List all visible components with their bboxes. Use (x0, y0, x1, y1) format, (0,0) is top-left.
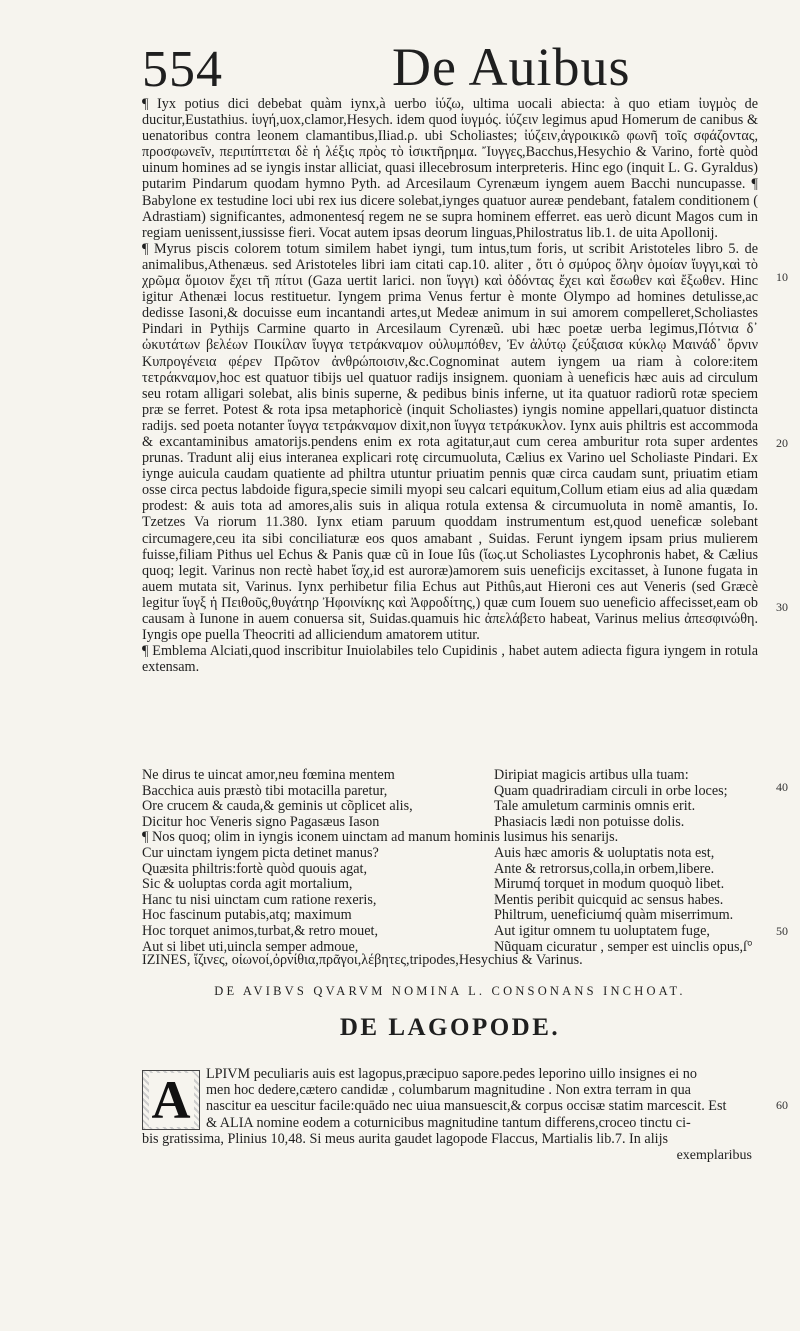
verse-row (142, 815, 758, 831)
verse-row (142, 784, 758, 800)
paragraph-myrus: ¶ Myrus piscis colorem totum similem habet iyngi, tum intus,tum foris, ut scribit Aristoteles libro 5. de animalibus,Athenæus. sed Aristoteles libri iam citati cap.10. aliter , ὅτι ὁ σμύρος ὅλην ὁμοίαν ἴυγγι,καὶ τὸ χρῶμα ὅμοιον ἔχει τῆ πίτυι (Gaza uertit larici. non ἴυγγι) καὶ ὀδόντας ἔχει καὶ ἔσωθεν καὶ ἔξωθεν. Hinc igitur Athenæi locus restituetur. Iyngem prima Venus fertur è monte Olympo ad homines detulisse,ac dedisse Iasoni,& docuisse eum incantandi artes,ut Medeæ animum in sui amorem compelleret,Scholiastes Pindari in Pythijs Carmine quarto in Arcesilaum Cyrenæũ. ubi hæc poetæ uerba legimus,Πότνια δ᾽ ὠκυτάτων βελέων Ποικίλαν ἴυγγα τετράκναμον οὐλυμπόθεν, Ἐν ἀλύτῳ ζεύξαισα κύκλῳ Μαινάδ᾽ ὄρνιν Κυπρογένεια φέρεν Πρῶτον ἀνθρώποισιν,&c.Cognominat autem iyngem ua riam à colore:item τετράκναμον,hoc est quatuor tibijs uel quatuor radijs insignem. quoniam à ueneficis hæc auis ad circulum seu rotam alligari solebat, alis binis superne, & pedibus binis inferne, ut ita quatuor radiorũ rotæ speciem præ se ferret. Potest & rota ipsa metaphoricè (inquit Scholiastes) iyngis nomine appellari,quatuor distincta radijs. sed poeta notanter ἴυγγα τετράκναμον dixit,non ἴυγγα τετράκυκλον. Iynx auis philtris est accommoda & excantaminibus amatorijs.pendens enim ex rota agitatur,aut cum cerea amburitur rota super ardentes prunas. Tradunt alij eius interanea explicari rotę circumuoluta, Cælius ex Varino uel Scholiaste Pindari. Ex iynge auicula caudam quatiente ad philtra utuntur priuatim pennis quæ circa caudam sunt, priuatim etiam osse circa pectus labdoide figura,specie simili myopi seu calcari equitum,Collum etiam eius ad alia quædam prodest: & auis tota ad amores,alis suis in aliqua rotula extensa & circumuoluta in nomẽ amantis, Io. Tzetzes Va riorum 11.380. Iynx etiam paruum quoddam instrumentum est,quod ueneficæ solebant circumagere,ceu ita sibi conciliaturæ eos quos amabant , Suidas. Ferunt iyngem ipsam prius mulierem fuisse,filiam Pithus uel Echus & Panis quæ cũ in Ioue Iûs (ἴως.ut Scholiastes Lycophronis habet, & Cælius quoq; legit. Varinus non rectè habet ἴσχ,id est auroræ)amorem suis ueneficijs excitasset, à Iunone fugata in auem mutata sit, Varinus. Iynx perhibetur filia Echus aut Pithûs,aut Hieroni ces aut Veneris (sed Græcè legitur ἴυγξ ἡ Πειθοῦς,θυγάτηρ Ἠφοινίκης καὶ Ἀφροδίτης,) quæ cum Iouem suo ueneficio affecisset,eam ob causam à Iunone in auem conuersa sit, Suidas.quamuis hic ἀπελάβετο habeat, Varinus melius ἀπεσφινώθη. Iyngis ope puella Theocriti ad alliciendum amatorem utitur. (142, 240, 758, 644)
verse-right: Mirumq́ torquet in modum quoquò libet. (494, 876, 725, 893)
verse-left: Quæsita philtris:fortè quòd quouis agat, (142, 860, 368, 877)
text-line: men hoc dedere,cætero candidæ , columbarum magnitudine . Non extra terram in qua (206, 1082, 691, 1099)
verse-right: Aut igitur omnem tu uoluptatem fuge, (494, 922, 710, 939)
verse-intro: ¶ Nos quoq; olim in iyngis iconem uinctam ad manum hominis lusimus his senarijs. (142, 829, 619, 846)
verse-right: Auis hæc amoris & uoluptatis nota est, (494, 844, 715, 861)
text-line: & ALIA nomine eodem a coturnicibus magnitudine tantum differens,croceo tinctu ci- (206, 1114, 691, 1131)
verse-right: Mentis peribit quicquid ac sensus habes. (494, 891, 724, 908)
verse-right: Quam quadriradiam circuli in orbe loces; (494, 782, 728, 799)
lagopus-text (142, 1066, 758, 1147)
verse-row (142, 924, 758, 940)
izines-entry: IZINES, ἴζινες, οἰωνοί,ὀρνίθια,πρᾶγοι,λέβητες,tripodes,Hesychius & Varinus. (142, 952, 583, 968)
margin-line-number: 30 (776, 600, 788, 614)
section-heading: DE AVIBVS QVARVM NOMINA L. CONSONANS INCHOAT. (214, 984, 686, 998)
verse-left: Bacchica auis præstò tibi motacilla paretur, (142, 782, 388, 799)
verse-right: Diripiat magicis artibus ulla tuam: (494, 767, 689, 783)
verse-right: Nũquam cicuratur , semper est uinclis opus,ſ° (494, 938, 753, 955)
margin-line-number: 20 (776, 436, 788, 450)
verse-left: Hoc torquet animos,turbat,& retro mouet, (142, 922, 379, 939)
verse-left: Dicitur hoc Veneris signo Pagasæus Iason (142, 813, 380, 830)
text-line: bis gratissima, Plinius 10,48. Si meus aurita gaudet lagopode Flaccus, Martialis lib.7. In alijs (142, 1130, 669, 1147)
margin-line-number: 60 (776, 1098, 788, 1112)
initial-letter: A (149, 1073, 194, 1127)
text-line: LPIVM peculiaris auis est lagopus,præcipuo sapore.pedes leporino uillo insignes ei no (206, 1066, 697, 1082)
margin-line-number: 50 (776, 924, 788, 938)
verse-left: Hanc tu nisi uinctam cum ratione rexeris, (142, 891, 377, 908)
verse-left: Sic & uoluptas corda agit mortalium, (142, 876, 353, 893)
verse-right: Ante & retrorsus,colla,in orbem,libere. (494, 860, 715, 877)
catchword: exemplaribus (676, 1148, 752, 1163)
verse-row (142, 893, 758, 909)
main-text (142, 96, 758, 675)
verse-right: Phasiacis lædi non potuisse dolis. (494, 813, 685, 830)
verse-left: Aut si libet uti,uincla semper admoue, (142, 938, 359, 955)
verse-row (142, 799, 758, 815)
verse-alciati (142, 768, 758, 955)
page-header (0, 37, 800, 100)
chapter-title: DE LAGOPODE. (339, 1014, 561, 1041)
running-head: De Auibus (392, 37, 631, 97)
verse-left: Ore crucem & cauda,& geminis ut cõplicet alis, (142, 798, 413, 815)
verse-right: Tale amuletum carminis omnis erit. (494, 798, 696, 815)
margin-line-number: 10 (776, 270, 788, 284)
verse-left: Cur uinctam iyngem picta detinet manus? (142, 844, 379, 861)
verse-row (142, 908, 758, 924)
verse-right: Philtrum, ueneficiumq́ quàm miserrimum. (494, 907, 734, 924)
verse-row (142, 768, 758, 784)
margin-line-number: 40 (776, 780, 788, 794)
paragraph-iyx: ¶ Iyx potius dici debebat quàm iynx,à uerbo ἰύζω, ultima uocali abiecta: à quo etiam ἰυγμὸς de ducitur,Eustathius. ἰυγή,uox,clamor,Hesych. idem quod ἰυγμός. ἰύζειν legimus apud Homerum de canibus & uenatoribus contra leonem clamantibus,Iliad.ρ. ubi Scholiastes; ἰύζειν,ἀγροικικῶ φωνῆ τοῖς σφάζοντας, προσφωνεῖν, περιπίπτεται δὲ ἡ λέξις πρὸς τὸ ἱσικτῆρημα. Ἴυγγες,Bacchus,Hesychio & Varino, fortè quòd uinum homines ad se iyngis instar alliciat, quasi illecebrosum interpreteris. Hinc ego (inquit L. G. Gyraldus) putarim Pindarum quodam hymno Pyth. ad Arcesilaum Cyrenæum iyngem auem Bacchi nuncupasse. ¶ Babylone ex testudine loci ubi rex ius dicere solebat,iynges quatuor aureæ pendebant, fatalem conditionem ( Adrastiam) significantes, admonentesq́ regem ne se supra hominem efferret. eas uerò dicunt Magos cum in regiam uenissent,iussisse fieri. Vocat autem ipsas deorum linguas,Philostratus lib.1. de uita Apollonij. (142, 96, 758, 241)
verse-row (142, 877, 758, 893)
verse-left: Hoc fascinum putabis,atq; maximum (142, 907, 352, 924)
text-line: nascitur ea uescitur facile:quādo nec uiua mansuescit,& corpus occisæ statim marcescit. Est (206, 1098, 727, 1115)
paragraph-emblema: ¶ Emblema Alciati,quod inscribitur Inuiolabiles telo Cupidinis , habet autem adiecta figura iyngem in rotula extensam. (142, 643, 758, 676)
page-number: 554 (142, 41, 223, 98)
verse-row (142, 846, 758, 862)
verse-left: Ne dirus te uincat amor,neu fœmina mentem (142, 767, 395, 783)
verse-row (142, 862, 758, 878)
